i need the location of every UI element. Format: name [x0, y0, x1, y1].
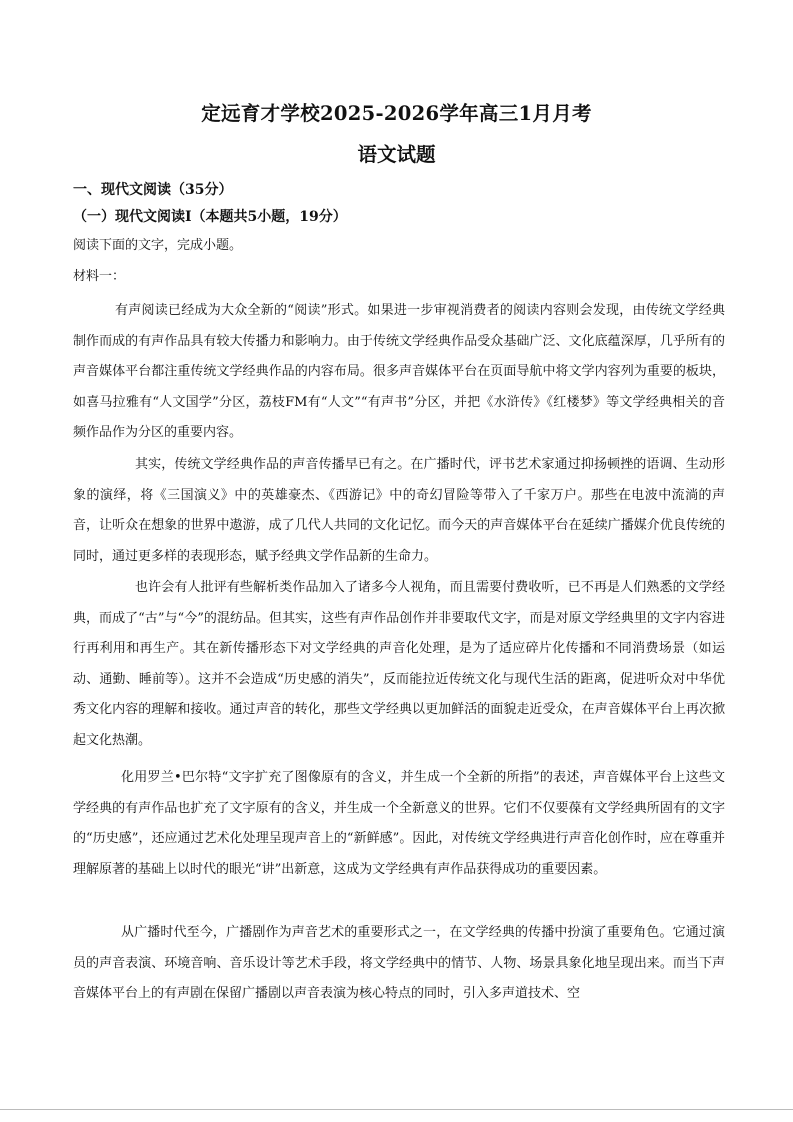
paragraph-3: 也许会有人批评有些解析类作品加入了诸多今人视角，而且需要付费收听，已不再是人们熟悉的文学经典，而成了“古”与“今”的混纺品。但其实，这些有声作品创作并非要取代文字，而是对原文学经典里的文字内容进行再利用和再生产。其在新传播形态下对文学经典的声音化处理，是为了适应碎片化传播和不同消费场景（如运动、通勤、睡前等）。这并不会造成“历史感的消失”，反而能拉近传统文化与现代生活的距离，促进听众对中华优秀文化内容的理解和接收。通过声音的转化，那些文学经典以更加鲜活的面貌走近受众，在声音媒体平台上再次掀起文化热潮。: [73, 580, 725, 748]
paragraph-5: 从广播时代至今，广播剧作为声音艺术的重要形式之一，在文学经典的传播中扮演了重要角色。它通过演员的声音表演、环境音响、音乐设计等艺术手段，将文学经典中的情节、人物、场景具象化地呈现出来。而当下声音媒体平台上的有声剧在保留广播剧以声音表演为核心特点的同时，引入多声道技术、空: [73, 925, 725, 1002]
subsection-heading: （一）现代文阅读Ⅰ（本题共5小题，19分）: [73, 209, 347, 225]
paragraph-4: 化用罗兰•巴尔特“文字扩充了图像原有的含义，并生成一个全新的所指”的表述，声音媒体平台上这些文学经典的有声作品也扩充了文字原有的含义，并生成一个全新意义的世界。它们不仅要葆有文学经典所固有的文字的“历史感”，还应通过艺术化处理呈现声音上的“新鲜感”。因此，对传统文学经典进行声音化创作时，应在尊重并理解原著的基础上以时代的眼光“讲”出新意，这成为文学经典有声作品获得成功的重要因素。: [73, 770, 725, 877]
exam-subtitle: 语文试题: [357, 143, 436, 166]
paragraph-1: 有声阅读已经成为大众全新的“阅读”形式。如果进一步审视消费者的阅读内容则会发现，由传统文学经典制作而成的有声作品具有较大传播力和影响力。由于传统文学经典作品受众基础广泛、文化底蕴深厚，几乎所有的声音媒体平台都注重传统文学经典作品的内容布局。很多声音媒体平台在页面导航中将文学内容列为重要的板块，如喜马拉雅有“人文国学”分区，荔枝FM有“人文”“有声书”分区，并把《水浒传》《红楼梦》等文学经典相关的音频作品作为分区的重要内容。: [73, 303, 725, 441]
exam-title: 定远育才学校2025-2026学年高三1月月考: [201, 102, 592, 125]
paragraph-2: 其实，传统文学经典作品的声音传播早已有之。在广播时代，评书艺术家通过抑扬顿挫的语调、生动形象的演绎，将《三国演义》中的英雄豪杰、《西游记》中的奇幻冒险等带入了千家万户。那些在电波中流淌的声音，让听众在想象的世界中遨游，成了几代人共同的文化记忆。而今天的声音媒体平台在延续广播媒介优良传统的同时，通过更多样的表现形态，赋予经典文学作品新的生命力。: [73, 457, 725, 564]
instruction-text: 阅读下面的文字，完成小题。: [73, 238, 243, 253]
material-label: 材料一：: [73, 269, 126, 284]
section-heading: 一、现代文阅读（35分）: [73, 182, 233, 198]
page-bottom-divider: [0, 1109, 793, 1110]
